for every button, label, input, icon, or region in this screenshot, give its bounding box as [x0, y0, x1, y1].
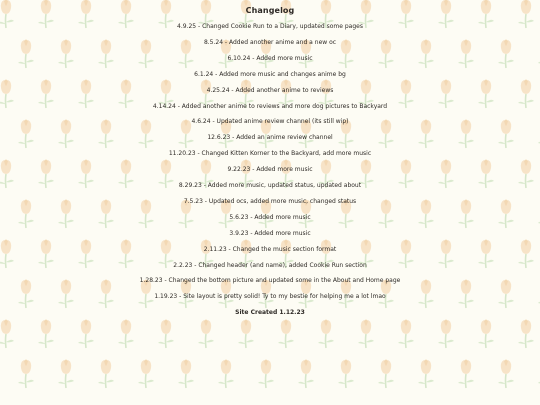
- changelog-entry: 6.10.24 - Added more music: [227, 54, 313, 62]
- changelog-entry: 2.2.23 - Changed header (and name), added Cookie Run section: [173, 261, 367, 269]
- changelog-entry: 8.5.24 - Added another anime and a new oc: [203, 38, 337, 46]
- changelog-entry: 8.29.23 - Added more music, updated status, updated about: [178, 182, 362, 189]
- changelog-entry: 9.22.23 - Added more music: [227, 166, 313, 174]
- changelog-entry: 4.6.24 - Updated anime review channel (its still wip): [191, 118, 349, 126]
- changelog-entry: 3.9.23 - Added more music: [229, 229, 311, 237]
- changelog-entry: 5.6.23 - Added more music: [229, 213, 311, 221]
- changelog-entry: 4.14.24 - Added another anime to reviews and more dog pictures to Backyard: [152, 102, 388, 110]
- changelog-entry: 12.6.23 - Added an anime review channel: [207, 134, 333, 142]
- site-created-text: Site Created 1.12.23: [235, 309, 305, 317]
- changelog-entry: 6.1.24 - Added more music and changes anime bg: [194, 70, 346, 78]
- changelog-entry: 7.5.23 - Updated ocs, added more music, changed status: [183, 197, 357, 205]
- changelog-entry: 2.11.23 - Changed the music section format: [203, 245, 337, 253]
- changelog-title: Changelog: [245, 6, 295, 15]
- changelog-entry: 4.9.25 - Changed Cookie Run to a Diary, updated some pages: [177, 23, 363, 30]
- changelog-entry: 1.28.23 - Changed the bottom picture and updated some in the About and Home page: [139, 277, 401, 285]
- changelog-entry: 1.19.23 - Site layout is pretty solid! Ty to my bestie for helping me a lot lmao: [154, 293, 386, 301]
- changelog-entry: 11.20.23 - Changed Kitten Korner to the Backyard, add more music: [168, 150, 372, 158]
- changelog-entry: 4.25.24 - Added another anime to reviews: [206, 86, 334, 94]
